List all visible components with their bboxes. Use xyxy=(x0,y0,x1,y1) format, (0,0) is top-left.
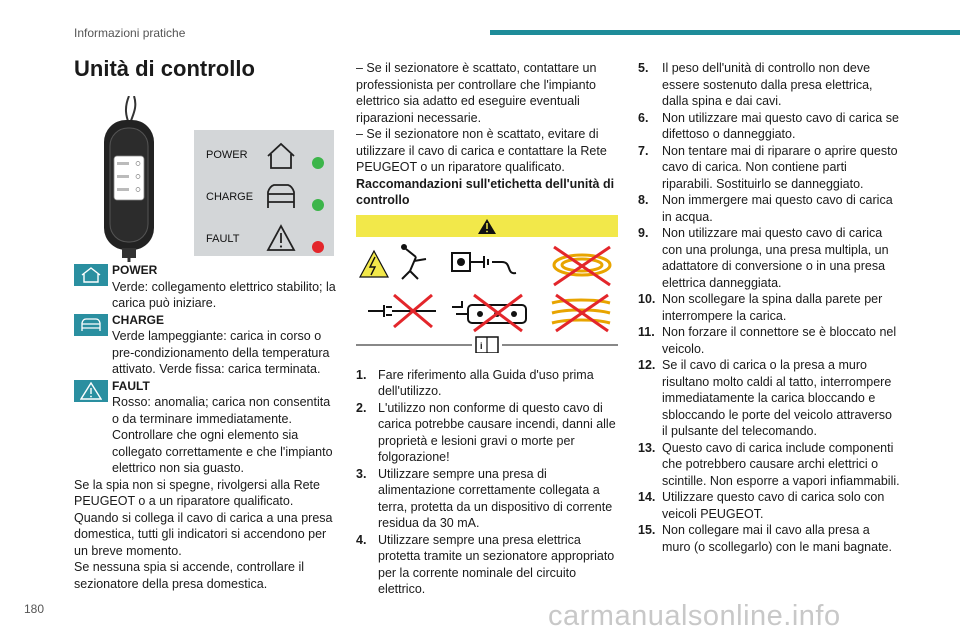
list-item: 14. Utilizzare questo cavo di carica solo con veicoli PEUGEOT. xyxy=(638,490,885,521)
list-item: 15. Non collegare mai il cavo alla presa a muro (o scollegarlo) con le mani bagnate. xyxy=(638,523,892,554)
panel-label-fault: FAULT xyxy=(206,233,240,245)
indicator-charge xyxy=(74,312,336,378)
home-icon xyxy=(74,264,108,286)
indicator-power-text: Verde: collegamento elettrico stabilito; la carica può iniziare. xyxy=(112,279,336,310)
control-unit-illustration xyxy=(74,96,184,262)
paragraph: Quando si collega il cavo di carica a una presa domestica, tutti gli indicatori si accendono per un breve momento. xyxy=(74,510,333,558)
paragraph: – Se il sezionatore non è scattato, evitare di utilizzare il cavo di carica e contattare la Rete PEUGEOT o un riparatore qualificato. xyxy=(356,127,607,174)
list-item: 10. Non scollegare la spina dalla parete per interrompere la carica. xyxy=(638,292,883,323)
page-title: Unità di controllo xyxy=(74,56,255,81)
list-item: 2. L'utilizzo non conforme di questo cavo di carica potrebbe causare incendi, danni alle proprietà e lesioni gravi o morte per folgorazione! xyxy=(356,400,616,464)
car-icon xyxy=(74,314,108,336)
paragraph: Se la spia non si spegne, rivolgersi alla Rete PEUGEOT o a un riparatore qualificato. xyxy=(74,477,320,508)
column-1 xyxy=(74,56,336,592)
header-accent-bar xyxy=(490,30,960,35)
list-item: 12. Se il cavo di carica o la presa a muro risultano molto caldi al tatto, interrompere immediatamente la carica bloccando e sbloccando le porte del veicolo attraverso il pulsante del telecomando. xyxy=(638,358,892,438)
warning-icon xyxy=(478,219,496,234)
manual-icon xyxy=(356,337,618,353)
warning-icon xyxy=(74,380,108,402)
panel-label-power: POWER xyxy=(206,149,248,161)
charge-led xyxy=(312,199,324,211)
indicator-fault xyxy=(74,378,336,477)
prohibited-coiled-cable-icon xyxy=(554,247,610,285)
indicator-power xyxy=(74,262,336,312)
running-header: Informazioni pratiche xyxy=(74,26,186,40)
electric-shock-icon xyxy=(360,244,426,279)
svg-text:i: i xyxy=(480,340,483,351)
prohibited-adapter-icon xyxy=(552,295,610,331)
list-item: 8. Non immergere mai questo cavo di carica in acqua. xyxy=(638,193,893,224)
indicator-power-head: POWER xyxy=(112,263,158,277)
list-item: 1. Fare riferimento alla Guida d'uso prima dell'utilizzo. xyxy=(356,367,594,398)
list-item: 9. Non utilizzare mai questo cavo di carica con una prolunga, una presa multipla, un adattatore di conversione o in una presa elettrica danneggiata. xyxy=(638,226,889,290)
panel-label-charge: CHARGE xyxy=(206,191,254,203)
list-item: 5. Il peso dell'unità di controllo non deve essere sostenuto dalla presa elettrica, dalla spina e dai cavi. xyxy=(638,61,873,108)
paragraph: Se nessuna spia si accende, controllare il sezionatore della presa domestica. xyxy=(74,560,304,591)
home-icon xyxy=(268,144,294,168)
control-unit-figure xyxy=(74,96,336,262)
indicator-fault-head: FAULT xyxy=(112,378,150,393)
warning-pictograms xyxy=(356,215,618,353)
list-item: 6. Non utilizzare mai questo cavo di carica se difettoso o danneggiato. xyxy=(638,110,899,141)
list-item: 7. Non tentare mai di riparare o aprire questo cavo di carica. Non contiene parti riparabili. Sostituirlo se danneggiato. xyxy=(638,143,898,191)
column-3 xyxy=(638,60,900,555)
section-heading: Raccomandazioni sull'etichetta dell'unità di controllo xyxy=(356,176,615,207)
list-item: 3. Utilizzare sempre una presa di alimentazione correttamente collegata a terra, protetta da un dispositivo di corrente residua da 30 mA. xyxy=(356,466,613,530)
list-item: 4. Utilizzare sempre una presa elettrica protetta tramite un sezionatore appropriato per la corrente nominale del circuito elettrico. xyxy=(356,532,615,596)
paragraph: – Se il sezionatore è scattato, contattare un professionista per controllare che l'impianto elettrico sia adatto ed eseguire eventuali riparazioni necessarie. xyxy=(356,61,597,125)
indicator-panel xyxy=(194,130,334,256)
indicator-fault-text: Rosso: anomalia; carica non consentita o da terminare immediatamente. Controllare che ogni elemento sia collegato correttamente e che l'impianto elettrico non sia guasto. xyxy=(112,395,333,475)
indicator-charge-text: Verde lampeggiante: carica in corso o pre-condizionamento della temperatura attivato. Verde fissa: carica terminata. xyxy=(112,329,330,376)
warning-icon xyxy=(268,226,294,250)
indicator-panel-graphic xyxy=(194,130,334,256)
list-item: 11. Non forzare il connettore se è bloccato nel veicolo. xyxy=(638,325,897,356)
list-item: 13. Questo cavo di carica include componenti che potrebbero causare archi elettrici o scintille. Non esporre a vapori infiammabili. xyxy=(638,440,900,488)
grounded-socket-icon xyxy=(452,253,516,273)
page-number: 180 xyxy=(24,602,45,616)
fault-led xyxy=(312,241,324,253)
recommendation-list-b xyxy=(638,60,900,555)
car-icon xyxy=(268,185,294,208)
indicator-charge-head: CHARGE xyxy=(112,312,165,327)
power-led xyxy=(312,157,324,169)
prohibited-power-strip-icon xyxy=(452,295,526,331)
prohibited-extension-icon xyxy=(368,295,436,327)
warning-label-figure xyxy=(356,215,618,353)
column-2 xyxy=(356,60,618,598)
watermark: carmanualsonline.info xyxy=(548,600,841,632)
recommendation-list-a xyxy=(356,367,618,598)
